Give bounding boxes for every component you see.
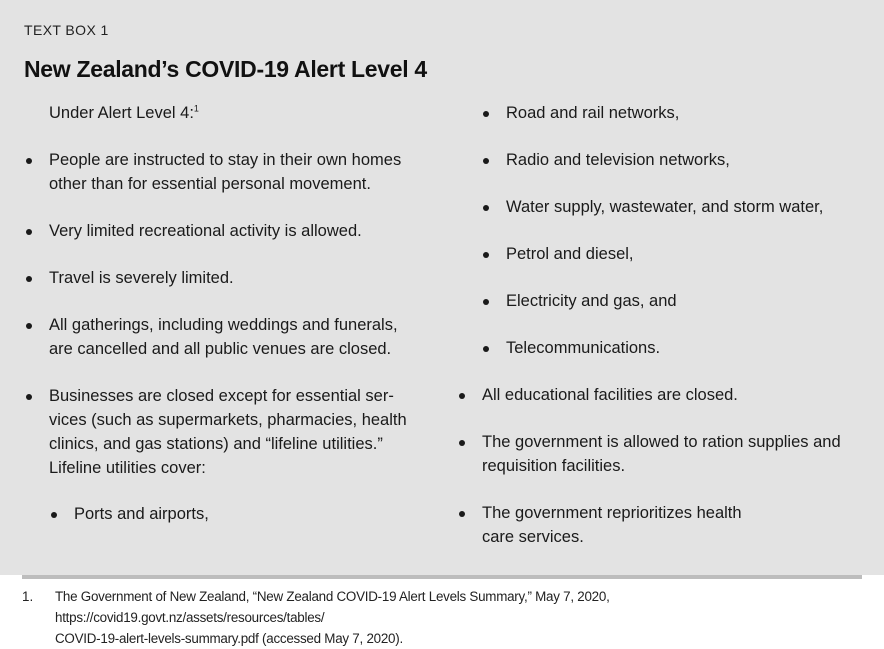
sub-list-item-text: Radio and television networks, bbox=[506, 151, 730, 169]
sub-list-item bbox=[506, 148, 730, 172]
bullet-icon bbox=[26, 323, 32, 329]
sub-list-item bbox=[74, 502, 209, 526]
intro-line bbox=[49, 101, 199, 125]
bullet-icon bbox=[26, 229, 32, 235]
bullet-icon bbox=[26, 394, 32, 400]
list-item bbox=[482, 501, 742, 549]
sub-list-item-text: Water supply, wastewater, and storm water, bbox=[506, 198, 824, 216]
sub-list-item bbox=[506, 195, 823, 219]
sub-list-item-text: Ports and airports, bbox=[74, 505, 209, 523]
list-item-text: Businesses are closed except for essential ser- vices (such as supermarkets, pharmacies, health clinics, and gas stations) and “lifeline utilities.” Lifeline utilities cover: bbox=[49, 387, 407, 477]
list-item-text: All gatherings, including weddings and funerals, are cancelled and all public venues are closed. bbox=[49, 316, 398, 358]
list-item bbox=[49, 148, 401, 196]
bullet-icon bbox=[483, 111, 489, 117]
sub-list-item bbox=[506, 289, 677, 313]
list-item-text: All educational facilities are closed. bbox=[482, 386, 738, 404]
list-item-text: Very limited recreational activity is allowed. bbox=[49, 222, 362, 240]
bullet-icon bbox=[483, 252, 489, 258]
list-item-text: The government reprioritizes health care services. bbox=[482, 504, 742, 546]
sub-list-item bbox=[506, 242, 634, 266]
bullet-icon bbox=[483, 158, 489, 164]
sub-list-item-text: Electricity and gas, and bbox=[506, 292, 677, 310]
text-box-title: New Zealand’s COVID-19 Alert Level 4 bbox=[24, 56, 427, 82]
bullet-icon bbox=[26, 158, 32, 164]
list-item bbox=[49, 384, 407, 480]
bullet-icon bbox=[51, 512, 57, 518]
bullet-icon bbox=[483, 346, 489, 352]
intro-text: Under Alert Level 4: bbox=[49, 104, 194, 122]
footnote-divider bbox=[22, 575, 862, 579]
sub-list-item bbox=[506, 336, 660, 360]
list-item bbox=[49, 313, 398, 361]
bullet-icon bbox=[483, 205, 489, 211]
list-item bbox=[49, 266, 234, 290]
list-item bbox=[49, 219, 362, 243]
list-item-text: Travel is severely limited. bbox=[49, 269, 234, 287]
bullet-icon bbox=[483, 299, 489, 305]
sub-list-item bbox=[506, 101, 679, 125]
bullet-icon bbox=[459, 440, 465, 446]
sub-list-item-text: Road and rail networks, bbox=[506, 104, 680, 122]
list-item-text: People are instructed to stay in their own homes other than for essential personal movement. bbox=[49, 151, 402, 193]
footnote-text: The Government of New Zealand, “New Zealand COVID-19 Alert Levels Summary,” May 7, 2020, https://covid19.govt.nz/assets/resources/tables/ COVID-19-alert-levels-summary.pdf (accessed May 7, 2020). bbox=[55, 589, 610, 646]
footnote-number: 1. bbox=[22, 589, 34, 604]
sub-list-item-text: Telecommunications. bbox=[506, 339, 661, 357]
bullet-icon bbox=[26, 276, 32, 282]
footnote-reference: 1 bbox=[193, 103, 199, 114]
list-item bbox=[482, 383, 738, 407]
list-item bbox=[482, 430, 841, 478]
sub-list-item-text: Petrol and diesel, bbox=[506, 245, 634, 263]
bullet-icon bbox=[459, 393, 465, 399]
text-box-label: TEXT BOX 1 bbox=[24, 22, 109, 38]
list-item-text: The government is allowed to ration supplies and requisition facilities. bbox=[482, 433, 841, 475]
bullet-icon bbox=[459, 511, 465, 517]
